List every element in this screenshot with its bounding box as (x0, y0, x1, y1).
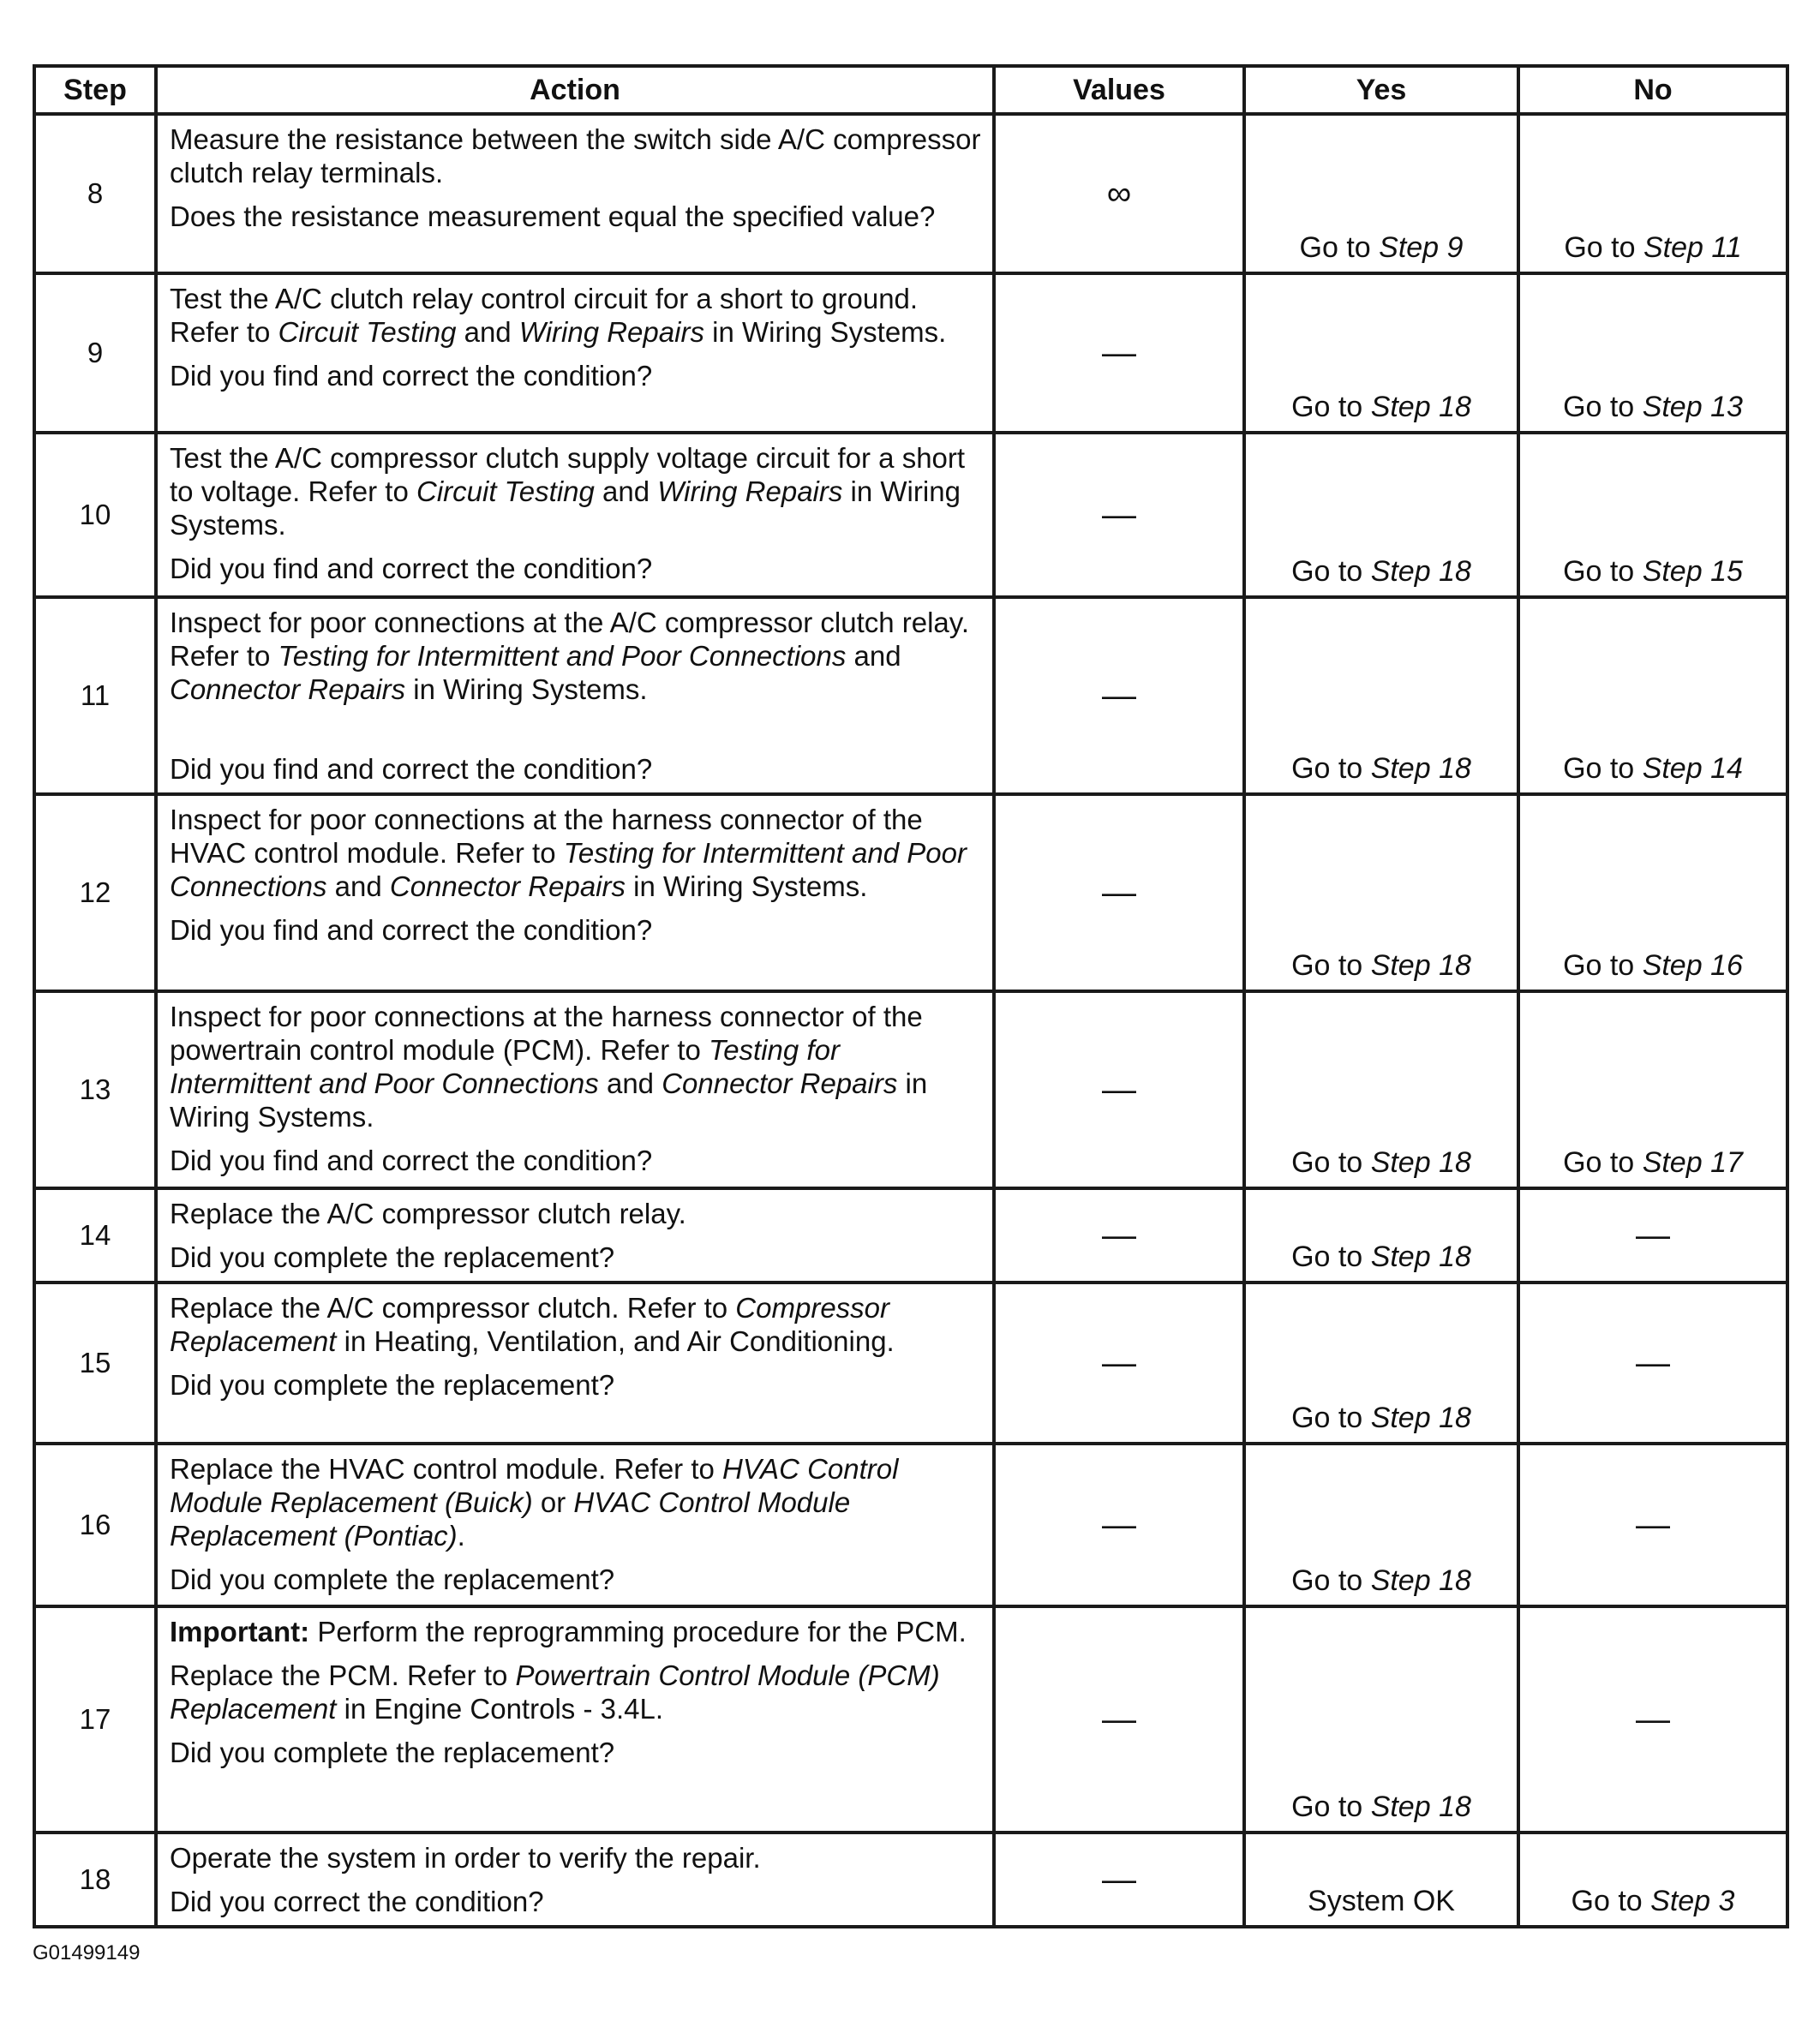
step-word: Step (1370, 1564, 1431, 1597)
step-number: 14 (34, 1188, 156, 1283)
step-word: Step (1370, 1241, 1431, 1273)
action-instruction (170, 1841, 984, 1875)
value-cell: — (994, 1606, 1244, 1833)
step-target: 17 (1710, 1146, 1743, 1179)
step-word: Step (1370, 949, 1431, 982)
cross-reference: Circuit Testing (416, 475, 595, 507)
step-number: 15 (34, 1283, 156, 1444)
no-cell (1518, 114, 1787, 273)
action-question (170, 359, 984, 392)
action-text: Did you complete the replacement? (170, 1737, 615, 1768)
action-text: in Engine Controls - 3.4L. (336, 1693, 663, 1725)
yes-cell: System OK (1244, 1833, 1518, 1927)
step-target: 18 (1439, 1791, 1471, 1823)
action-text: or (532, 1486, 574, 1518)
step-target: 18 (1439, 555, 1471, 588)
step-link[interactable] (1379, 231, 1463, 264)
step-word: Step (1642, 555, 1703, 588)
step-target: 9 (1446, 231, 1464, 264)
action-question (170, 1563, 984, 1596)
header-step: Step (34, 66, 156, 114)
step-link[interactable] (1371, 949, 1471, 982)
action-text: Did you find and correct the condition? (170, 553, 653, 584)
yes-cell (1244, 114, 1518, 273)
value-cell: — (994, 1283, 1244, 1444)
action-question (170, 1144, 984, 1177)
yes-cell (1244, 991, 1518, 1188)
no-cell: — (1518, 1283, 1787, 1444)
action-text: Does the resistance measurement equal the specified value? (170, 200, 936, 232)
go-to-text: Go to (1291, 555, 1363, 588)
action-text: Inspect for poor connections at the harness connector of the HVAC control module. Refer to (170, 804, 923, 869)
cross-reference: Wiring Repairs (657, 475, 843, 507)
action-question (170, 1885, 984, 1918)
step-link[interactable] (1371, 1146, 1471, 1179)
action-question (170, 1736, 984, 1769)
action-text: Test the A/C clutch relay control circuit for a short to ground. Refer to (170, 283, 919, 348)
action-instruction (170, 441, 984, 541)
action-instruction (170, 803, 984, 903)
cross-reference: Powertrain Control Module (PCM) Replacement (170, 1659, 940, 1725)
step-word: Step (1370, 1791, 1431, 1823)
action-instruction (170, 1197, 984, 1230)
figure-id: G01499149 (33, 1941, 141, 1964)
step-link[interactable] (1371, 752, 1471, 785)
step-target: 14 (1710, 752, 1743, 785)
no-cell (1518, 597, 1787, 794)
table-row (34, 1283, 1787, 1444)
step-target: 16 (1710, 949, 1743, 982)
no-cell (1518, 794, 1787, 991)
step-link[interactable] (1371, 391, 1471, 423)
step-word: Step (1370, 555, 1431, 588)
no-cell: — (1518, 1188, 1787, 1283)
cross-reference: Connector Repairs (170, 673, 406, 705)
important-text: Perform the reprogramming procedure for the PCM. (309, 1616, 967, 1647)
cross-reference: HVAC Control Module Replacement (Buick) (170, 1453, 899, 1518)
go-to-text: Go to (1291, 1564, 1363, 1597)
header-yes: Yes (1244, 66, 1518, 114)
step-number: 12 (34, 794, 156, 991)
action-cell (156, 1444, 994, 1606)
action-cell (156, 1283, 994, 1444)
action-text: . (457, 1520, 465, 1552)
table-row (34, 273, 1787, 433)
step-target: 18 (1439, 752, 1471, 785)
no-cell (1518, 273, 1787, 433)
action-instruction (170, 1000, 984, 1133)
step-link[interactable] (1643, 555, 1743, 588)
step-number: 9 (34, 273, 156, 433)
action-text: in Wiring Systems. (170, 1067, 928, 1133)
go-to-text: Go to (1563, 1146, 1635, 1179)
action-text: Did you find and correct the condition? (170, 1145, 653, 1176)
action-text: Did you complete the replacement? (170, 1241, 615, 1273)
table-row (34, 433, 1787, 597)
action-text: in Wiring Systems. (626, 870, 868, 902)
step-link[interactable] (1650, 1885, 1734, 1917)
action-cell (156, 1188, 994, 1283)
no-cell: — (1518, 1444, 1787, 1606)
action-text: Did you find and correct the condition? (170, 914, 653, 946)
action-text: Test the A/C compressor clutch supply voltage circuit for a short to voltage. Refer to (170, 442, 966, 507)
table-row (34, 1606, 1787, 1833)
cross-reference: Circuit Testing (278, 316, 457, 348)
step-word: Step (1370, 1402, 1431, 1434)
cross-reference: Connector Repairs (662, 1067, 898, 1099)
step-target: 18 (1439, 1241, 1471, 1273)
step-target: 15 (1710, 555, 1743, 588)
step-target: 11 (1711, 231, 1742, 264)
step-number: 8 (34, 114, 156, 273)
table-row (34, 991, 1787, 1188)
value-cell: ∞ (994, 114, 1244, 273)
step-word: Step (1642, 1146, 1703, 1179)
step-target: 18 (1439, 949, 1471, 982)
step-target: 13 (1710, 391, 1743, 423)
value-cell: — (994, 433, 1244, 597)
step-link[interactable] (1643, 391, 1743, 423)
step-target: 18 (1439, 391, 1471, 423)
step-link[interactable] (1371, 1564, 1471, 1597)
cross-reference: HVAC Control Module Replacement (Pontiac) (170, 1486, 851, 1552)
action-text: and (846, 640, 901, 672)
yes-cell (1244, 1188, 1518, 1283)
no-cell (1518, 433, 1787, 597)
no-cell (1518, 1833, 1787, 1927)
header-action: Action (156, 66, 994, 114)
no-cell: — (1518, 1606, 1787, 1833)
step-link[interactable] (1371, 555, 1471, 588)
cross-reference: Testing for Intermittent and Poor Connections (278, 640, 847, 672)
action-cell (156, 991, 994, 1188)
action-text: in Wiring Systems. (703, 316, 947, 348)
cross-reference: Testing for Intermittent and Poor Connections (170, 1034, 840, 1099)
cross-reference: Wiring Repairs (518, 316, 704, 348)
step-number: 18 (34, 1833, 156, 1927)
step-target: 3 (1718, 1885, 1735, 1917)
go-to-text: Go to (1299, 231, 1371, 264)
action-question (170, 1241, 984, 1274)
action-cell (156, 114, 994, 273)
action-question (170, 913, 984, 947)
value-cell: — (994, 1444, 1244, 1606)
step-number: 13 (34, 991, 156, 1188)
step-link[interactable] (1643, 231, 1742, 264)
go-to-text: Go to (1291, 391, 1363, 423)
go-to-text: Go to (1291, 1146, 1363, 1179)
step-number: 16 (34, 1444, 156, 1606)
go-to-text: Go to (1291, 1241, 1363, 1273)
action-cell (156, 597, 994, 794)
value-cell: — (994, 597, 1244, 794)
action-cell (156, 433, 994, 597)
cross-reference: Connector Repairs (389, 870, 626, 902)
step-word: Step (1370, 752, 1431, 785)
step-target: 18 (1439, 1402, 1471, 1434)
yes-cell (1244, 433, 1518, 597)
step-word: Step (1643, 231, 1703, 264)
action-text: Did you find and correct the condition? (170, 360, 653, 392)
action-text: Replace the A/C compressor clutch. Refer to (170, 1292, 736, 1324)
action-cell (156, 1606, 994, 1833)
important-note (170, 1615, 984, 1648)
no-cell (1518, 991, 1787, 1188)
action-text: Did you correct the condition? (170, 1886, 544, 1917)
action-instruction (170, 1659, 984, 1725)
go-to-text: Go to (1291, 1791, 1363, 1823)
action-cell (156, 794, 994, 991)
yes-cell (1244, 273, 1518, 433)
action-cell (156, 273, 994, 433)
step-link[interactable] (1371, 1241, 1471, 1273)
go-to-text: Go to (1291, 1402, 1363, 1434)
go-to-text: Go to (1563, 752, 1635, 785)
action-text: in Wiring Systems. (170, 475, 961, 541)
table-row (34, 597, 1787, 794)
step-link[interactable] (1643, 949, 1743, 982)
table-row (34, 794, 1787, 991)
cross-reference: Testing for Intermittent and Poor Connections (170, 837, 967, 902)
action-text: Did you complete the replacement? (170, 1369, 615, 1401)
yes-cell (1244, 1283, 1518, 1444)
action-instruction (170, 1452, 984, 1552)
action-text: and (456, 316, 519, 348)
step-word: Step (1379, 231, 1440, 264)
go-to-text: Go to (1563, 391, 1635, 423)
table-row (34, 1444, 1787, 1606)
action-cell (156, 1833, 994, 1927)
action-text: and (326, 870, 390, 902)
yes-cell (1244, 1606, 1518, 1833)
step-word: Step (1642, 949, 1703, 982)
step-word: Step (1370, 1146, 1431, 1179)
action-text: Measure the resistance between the switch side A/C compressor clutch relay terminals. (170, 123, 981, 188)
value-cell: — (994, 794, 1244, 991)
table-row (34, 1833, 1787, 1927)
action-text: and (598, 1067, 662, 1099)
value-cell: — (994, 273, 1244, 433)
action-question (170, 200, 984, 233)
action-question (170, 1368, 984, 1402)
go-to-text: Go to (1563, 555, 1635, 588)
step-word: Step (1370, 391, 1431, 423)
action-text: Did you complete the replacement? (170, 1564, 615, 1595)
action-text: in Heating, Ventilation, and Air Conditioning. (336, 1325, 895, 1357)
action-question (170, 752, 984, 786)
yes-cell (1244, 1444, 1518, 1606)
header-no: No (1518, 66, 1787, 114)
action-instruction (170, 282, 984, 349)
header-row (34, 66, 1787, 114)
value-cell: — (994, 991, 1244, 1188)
action-instruction (170, 606, 984, 706)
table-row (34, 114, 1787, 273)
action-text: Replace the PCM. Refer to (170, 1659, 516, 1691)
value-cell: — (994, 1188, 1244, 1283)
yes-cell (1244, 597, 1518, 794)
action-instruction (170, 1291, 984, 1358)
step-word: Step (1642, 752, 1703, 785)
action-text: Inspect for poor connections at the harness connector of the powertrain control module (PCM). Refer to (170, 1001, 923, 1066)
yes-cell (1244, 794, 1518, 991)
step-target: 18 (1439, 1564, 1471, 1597)
step-link[interactable] (1643, 1146, 1743, 1179)
action-instruction (170, 123, 984, 189)
action-question (170, 552, 984, 585)
go-to-text: Go to (1564, 231, 1636, 264)
step-link[interactable] (1371, 1402, 1471, 1434)
step-link[interactable] (1371, 1791, 1471, 1823)
action-text: Operate the system in order to verify the repair. (170, 1842, 761, 1874)
step-target: 18 (1439, 1146, 1471, 1179)
go-to-text: Go to (1291, 949, 1363, 982)
go-to-text: Go to (1291, 752, 1363, 785)
step-word: Step (1650, 1885, 1711, 1917)
action-text: Inspect for poor connections at the A/C compressor clutch relay. Refer to (170, 607, 970, 672)
diagnostic-table (33, 64, 1789, 1928)
step-link[interactable] (1643, 752, 1743, 785)
action-text: Replace the A/C compressor clutch relay. (170, 1198, 686, 1229)
step-number: 10 (34, 433, 156, 597)
action-text: Did you find and correct the condition? (170, 753, 653, 785)
step-number: 17 (34, 1606, 156, 1833)
value-cell: — (994, 1833, 1244, 1927)
action-text: Replace the HVAC control module. Refer to (170, 1453, 723, 1485)
important-label: Important: (170, 1616, 310, 1647)
action-text: and (594, 475, 658, 507)
step-number: 11 (34, 597, 156, 794)
go-to-text: Go to (1571, 1885, 1643, 1917)
cross-reference: Compressor Replacement (170, 1292, 890, 1357)
header-values: Values (994, 66, 1244, 114)
action-text: in Wiring Systems. (405, 673, 648, 705)
table-row (34, 1188, 1787, 1283)
go-to-text: Go to (1563, 949, 1635, 982)
step-word: Step (1642, 391, 1703, 423)
